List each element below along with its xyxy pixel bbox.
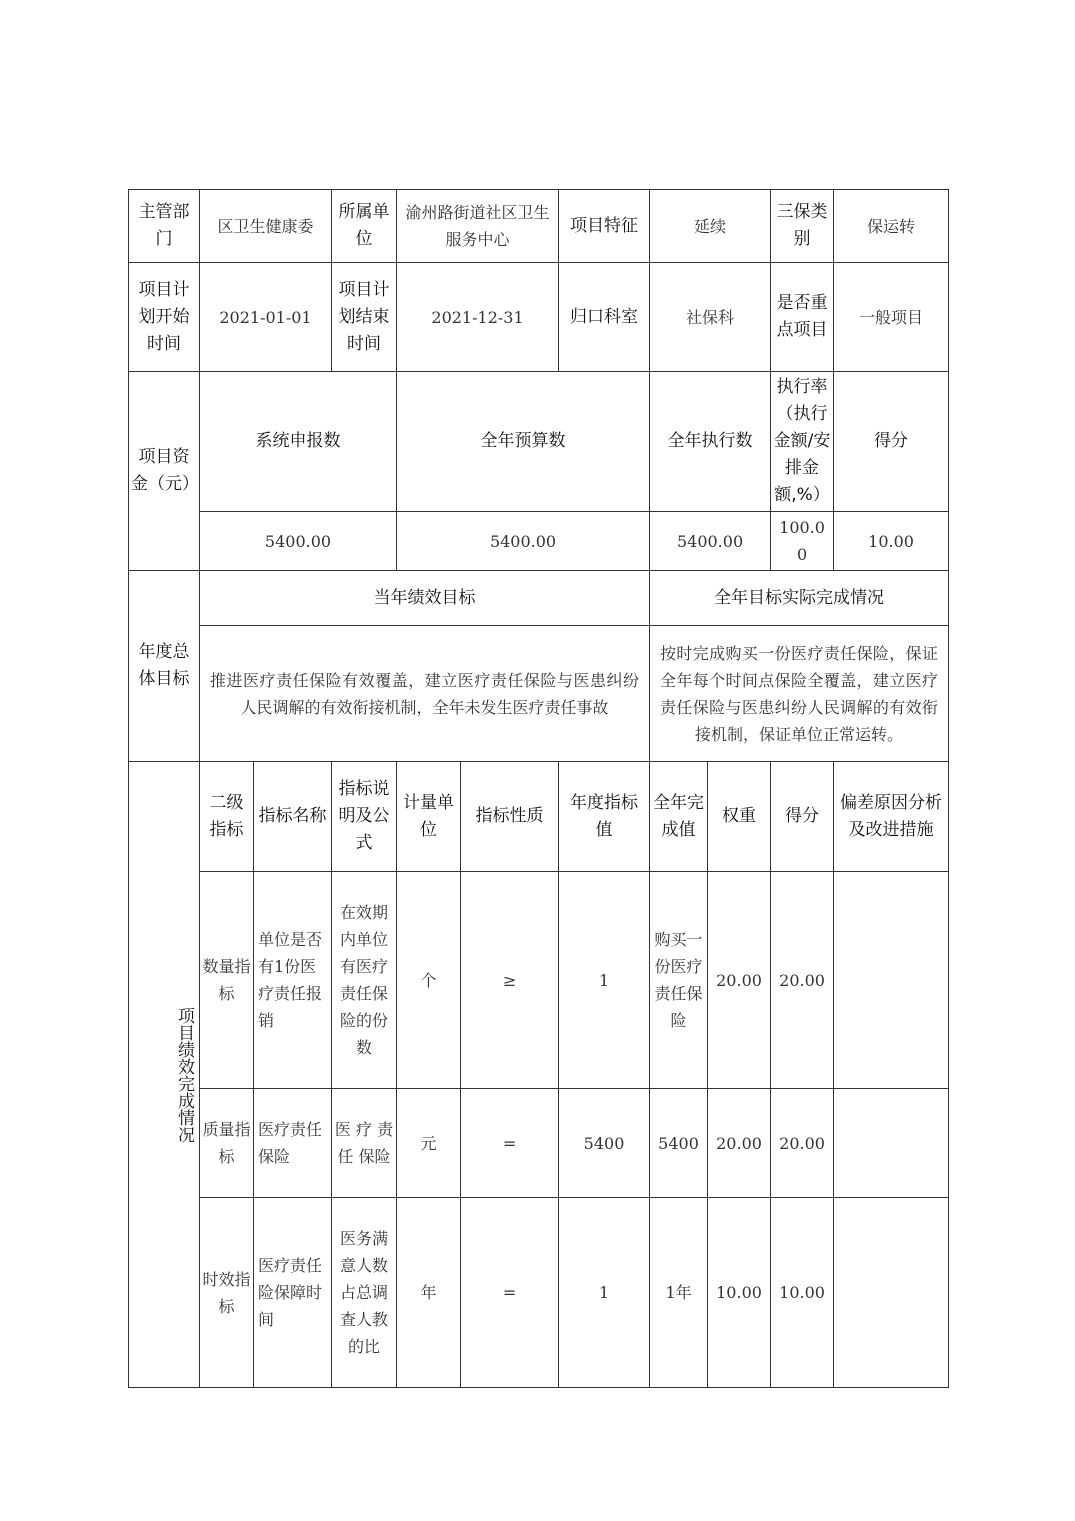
annual-target-header: 当年绩效目标 <box>200 571 650 626</box>
key-value: 一般项目 <box>834 263 949 372</box>
start-label: 项目计划开始时间 <box>129 263 200 372</box>
start-value: 2021-01-01 <box>200 263 332 372</box>
perf-weight: 20.00 <box>708 1089 771 1198</box>
perf-head-score: 得分 <box>771 762 834 872</box>
funds-col-exec: 全年执行数 <box>650 372 771 512</box>
perf-head-weight: 权重 <box>708 762 771 872</box>
perf-actual-value: 购买一份医疗责任保险 <box>650 872 708 1089</box>
perf-nature: = <box>461 1198 559 1388</box>
perf-annual-value: 5400 <box>559 1089 650 1198</box>
perf-unit: 元 <box>397 1089 461 1198</box>
funds-col-budget: 全年预算数 <box>397 372 650 512</box>
dept-value: 区卫生健康委 <box>200 190 332 263</box>
perf-level2: 数量指标 <box>200 872 254 1089</box>
annual-header-row <box>129 571 949 626</box>
perf-nature: ≥ <box>461 872 559 1089</box>
perf-head-actual-value: 全年完成值 <box>650 762 708 872</box>
office-value: 社保科 <box>650 263 771 372</box>
perf-head-deviation: 偏差原因分析及改进措施 <box>834 762 949 872</box>
funds-value-row <box>129 512 949 571</box>
perf-level2: 质量指标 <box>200 1089 254 1198</box>
feature-label: 项目特征 <box>559 190 650 263</box>
end-value: 2021-12-31 <box>397 263 559 372</box>
perf-head-desc: 指标说明及公式 <box>332 762 397 872</box>
funds-col-rate: 执行率（执行金额/安排金额,%） <box>771 372 834 512</box>
funds-header-row <box>129 372 949 512</box>
perf-desc: 医务满意人数占总调查人教的比 <box>332 1198 397 1388</box>
sanbao-value: 保运转 <box>834 190 949 263</box>
annual-actual-text: 按时完成购买一份医疗责任保险，保证全年每个时间点保险全覆盖，建立医疗责任保险与医患纠纷人民调解的有效衔接机制，保证单位正常运转。 <box>650 626 949 762</box>
funds-system-value: 5400.00 <box>200 512 397 571</box>
perf-weight: 10.00 <box>708 1198 771 1388</box>
perf-desc: 医 疗 责 任 保险 <box>332 1089 397 1198</box>
dept-label: 主管部门 <box>129 190 200 263</box>
annual-text-row <box>129 626 949 762</box>
perf-side-label: 项目绩效完成情况 <box>129 762 200 1388</box>
funds-col-system: 系统申报数 <box>200 372 397 512</box>
perf-name: 医疗责任险保障时间 <box>254 1198 332 1388</box>
perf-head-name: 指标名称 <box>254 762 332 872</box>
perf-actual-value: 5400 <box>650 1089 708 1198</box>
performance-table-wrap <box>128 189 949 1388</box>
perf-level2: 时效指标 <box>200 1198 254 1388</box>
annual-target-text: 推进医疗责任保险有效覆盖，建立医疗责任保险与医患纠纷人民调解的有效衔接机制，全年未发生医疗责任事故 <box>200 626 650 762</box>
perf-weight: 20.00 <box>708 872 771 1089</box>
perf-head-unit: 计量单位 <box>397 762 461 872</box>
perf-name: 单位是否有1份医疗责任报销 <box>254 872 332 1089</box>
perf-header-row <box>129 762 949 872</box>
unit-label: 所属单位 <box>332 190 397 263</box>
perf-score: 20.00 <box>771 1089 834 1198</box>
perf-score: 20.00 <box>771 872 834 1089</box>
funds-budget-value: 5400.00 <box>397 512 650 571</box>
funds-col-score: 得分 <box>834 372 949 512</box>
sanbao-label: 三保类别 <box>771 190 834 263</box>
perf-unit: 个 <box>397 872 461 1089</box>
perf-annual-value: 1 <box>559 1198 650 1388</box>
perf-unit: 年 <box>397 1198 461 1388</box>
perf-nature: = <box>461 1089 559 1198</box>
funds-exec-value: 5400.00 <box>650 512 771 571</box>
performance-table <box>128 189 949 1388</box>
key-label: 是否重点项目 <box>771 263 834 372</box>
perf-deviation <box>834 1089 949 1198</box>
perf-head-level2: 二级指标 <box>200 762 254 872</box>
end-label: 项目计划结束时间 <box>332 263 397 372</box>
perf-desc: 在效期内单位有医疗责任保险的份数 <box>332 872 397 1089</box>
perf-row <box>129 1089 949 1198</box>
perf-deviation <box>834 1198 949 1388</box>
header-row-2 <box>129 263 949 372</box>
funds-rate-value: 100.00 <box>771 512 834 571</box>
header-row-1 <box>129 190 949 263</box>
office-label: 归口科室 <box>559 263 650 372</box>
annual-label: 年度总体目标 <box>129 571 200 762</box>
perf-head-nature: 指标性质 <box>461 762 559 872</box>
perf-head-annual-value: 年度指标值 <box>559 762 650 872</box>
perf-row <box>129 872 949 1089</box>
feature-value: 延续 <box>650 190 771 263</box>
funds-score-value: 10.00 <box>834 512 949 571</box>
perf-name: 医疗责任保险 <box>254 1089 332 1198</box>
funds-label: 项目资金（元） <box>129 372 200 571</box>
perf-row <box>129 1198 949 1388</box>
annual-actual-header: 全年目标实际完成情况 <box>650 571 949 626</box>
perf-actual-value: 1年 <box>650 1198 708 1388</box>
perf-annual-value: 1 <box>559 872 650 1089</box>
perf-score: 10.00 <box>771 1198 834 1388</box>
perf-deviation <box>834 872 949 1089</box>
unit-value: 渝州路街道社区卫生服务中心 <box>397 190 559 263</box>
